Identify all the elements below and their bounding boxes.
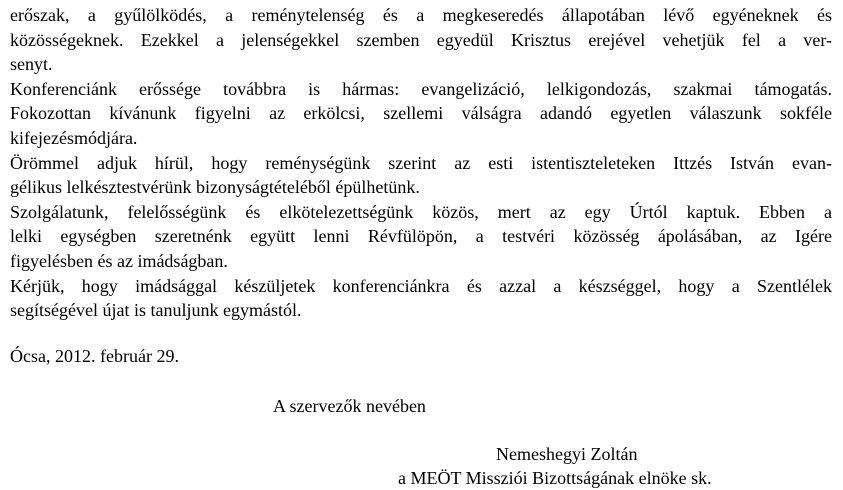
text-line: Szolgálatunk, felelősségünk és elkötelezettségünk közös, mert az egy Úrtól kaptuk. Ebben a [10,201,832,222]
paragraph [10,101,832,150]
text-line: Konferenciánk erőssége továbbra is hármas: evangelizáció, lelkigondozás, szakmai támogatás. [10,78,832,99]
paragraph [10,3,832,77]
text-line: Örömmel adjuk hírül, hogy reménységünk szerint az esti istentiszteleteken Ittzés István evan- [10,152,832,173]
text-line: erőszak, a gyűlölködés, a reménytelenség és a megkeseredés állapotában lévő egyéneknek és [10,5,832,25]
text-line: kifejezésmódjára. [10,127,138,148]
paragraph [10,77,832,102]
text-line: figyelésben és az imádságban. [10,250,228,271]
text-line: gélikus lelkésztestvérünk bizonyságtételéből épülhetünk. [10,177,420,198]
signer-role: a MEÖT Missziói Bizottságának elnöke sk. [398,468,712,488]
date-line: Ócsa, 2012. február 29. [10,346,179,366]
signer-name: Nemeshegyi Zoltán [496,444,638,464]
text-line: Fokozottan kívánunk figyelni az erkölcsi, szellemi válságra adandó egyetlen válaszunk sokféle [10,103,832,124]
text-line: közösségeknek. Ezekkel a jelenségekkel szemben egyedül Krisztus erejével vehetjük fel a ver- [10,29,832,50]
letter-body [10,3,832,323]
text-line: Kérjük, hogy imádsággal készüljetek konferenciánkra és azzal a készséggel, hogy a Szentlélek [10,275,832,296]
text-line: segítségével újat is tanuljunk egymástól. [10,300,302,321]
paragraph [10,200,832,274]
text-line: senyt. [10,54,53,75]
paragraph [10,151,832,200]
closing-line: A szervezők nevében [273,396,426,416]
text-line: lelki egységben szeretnénk együtt lenni Révfülöpön, a testvéri közösség ápolásában, az Igére [10,226,832,247]
paragraph [10,274,832,323]
